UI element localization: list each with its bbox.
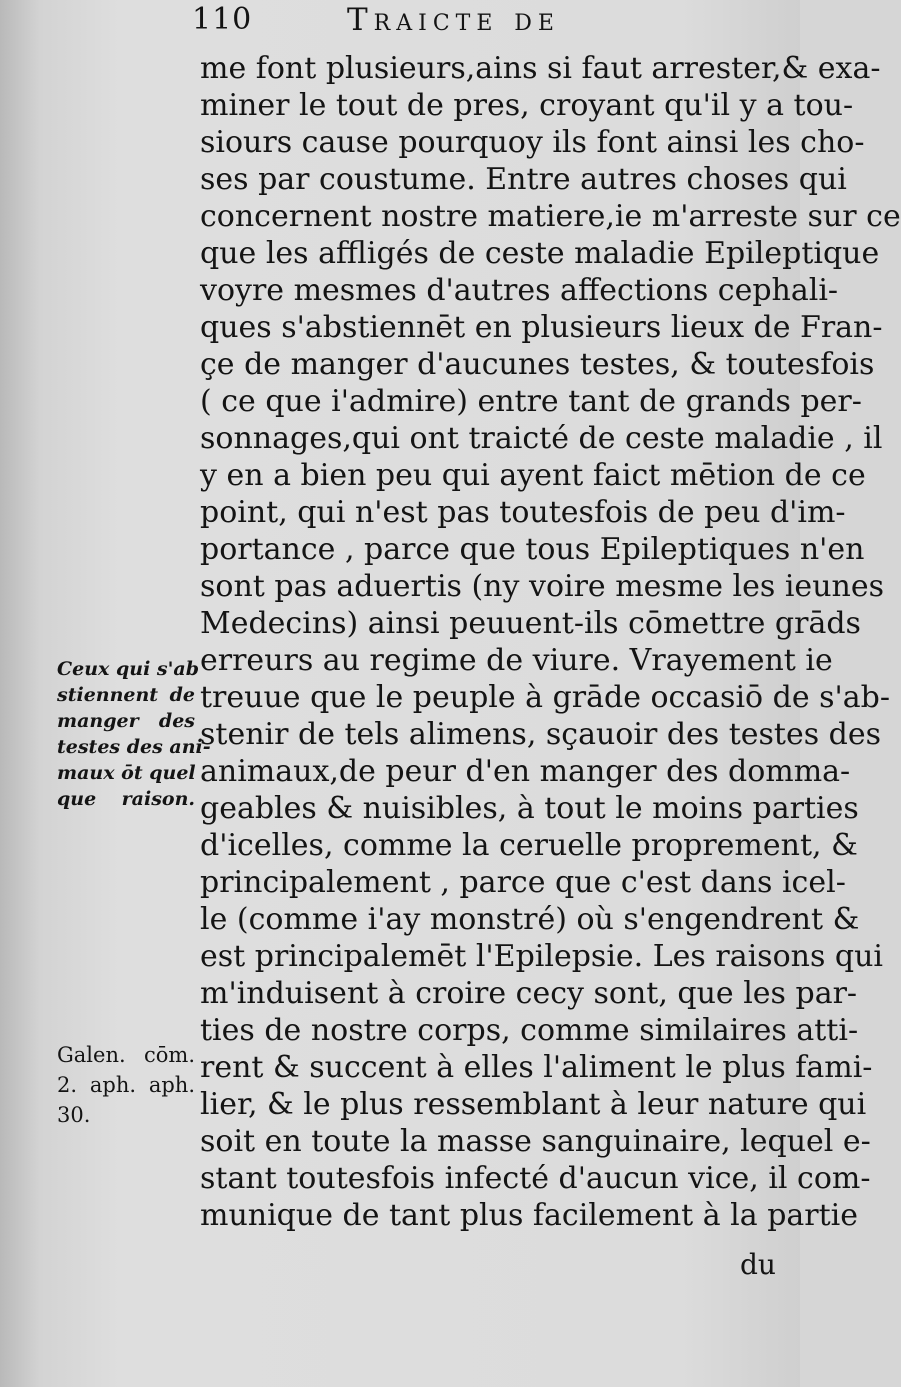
text-line: ses par coustume. Entre autres choses qui: [200, 162, 847, 197]
text-line: treuue que le peuple à grāde occasiō de s'ab-: [200, 680, 890, 715]
text-line: y en a bien peu qui ayent faict mētion de ce: [200, 458, 866, 493]
text-line: le (comme i'ay monstré) où s'engendrent &: [200, 902, 860, 937]
margin-note-line: 2. aph. aph.: [57, 1073, 195, 1097]
text-line: d'icelles, comme la ceruelle proprement, &: [200, 828, 858, 863]
text-line: portance , parce que tous Epileptiques n'en: [200, 532, 865, 567]
text-line: concernent nostre matiere,ie m'arreste sur ce: [200, 199, 901, 234]
text-line: voyre mesmes d'autres affections cephali-: [200, 273, 839, 308]
text-line: principalement , parce que c'est dans icel-: [200, 865, 846, 900]
text-line: me font plusieurs,ains si faut arrester,& exa-: [200, 51, 881, 86]
margin-note-line: manger des: [57, 710, 195, 732]
text-line: stant toutesfois infecté d'aucun vice, il com-: [200, 1161, 871, 1196]
text-line: munique de tant plus facilement à la partie: [200, 1198, 859, 1233]
margin-note-line: maux ōt quel: [57, 762, 196, 784]
text-line: Medecins) ainsi peuuent-ils cōmettre grāds: [200, 606, 861, 641]
text-line: stenir de tels alimens, sçauoir des testes des: [200, 717, 882, 752]
text-line: animaux,de peur d'en manger des domma-: [200, 754, 851, 789]
page-header: [192, 0, 772, 40]
text-line: que les affligés de ceste maladie Epileptique: [200, 236, 880, 271]
margin-note-line: Galen. cōm.: [57, 1043, 195, 1067]
text-line: point, qui n'est pas toutesfois de peu d'im-: [200, 495, 846, 530]
page-number: 110: [192, 2, 253, 37]
text-line: est principalemēt l'Epilepsie. Les raisons qui: [200, 939, 883, 974]
text-line: m'induisent à croire cecy sont, que les par-: [200, 976, 858, 1011]
text-line: rent & succent à elles l'aliment le plus fami-: [200, 1050, 873, 1085]
text-line: ( ce que i'admire) entre tant de grands per-: [200, 384, 862, 419]
catchword: du: [740, 1248, 776, 1281]
text-line: ques s'abstiennēt en plusieurs lieux de Fran-: [200, 310, 883, 345]
text-line: soit en toute la masse sanguinaire, lequel e-: [200, 1124, 871, 1159]
margin-note-line: stiennent de: [57, 684, 195, 706]
margin-note-line: 30.: [57, 1103, 91, 1127]
text-line: geables & nuisibles, à tout le moins parties: [200, 791, 859, 826]
margin-note-abstinence: [57, 656, 211, 812]
text-line: sonnages,qui ont traicté de ceste maladie , il: [200, 421, 883, 456]
text-line: siours cause pourquoy ils font ainsi les cho-: [200, 125, 865, 160]
margin-note-galen: [57, 1040, 195, 1130]
margin-note-line: testes des ani-: [57, 736, 211, 758]
text-line: erreurs au regime de viure. Vrayement ie: [200, 643, 833, 678]
text-line: lier, & le plus ressemblant à leur nature qui: [200, 1087, 867, 1122]
margin-note-line: Ceux qui s'ab: [57, 658, 200, 680]
margin-note-line: que raison.: [57, 788, 195, 810]
text-line: miner le tout de pres, croyant qu'il y a tou-: [200, 88, 854, 123]
text-line: ties de nostre corps, comme similaires atti-: [200, 1013, 859, 1048]
text-line: çe de manger d'aucunes testes, & toutesfois: [200, 347, 875, 382]
running-head: Traicte de: [347, 2, 560, 38]
text-line: sont pas aduertis (ny voire mesme les ieunes: [200, 569, 884, 604]
